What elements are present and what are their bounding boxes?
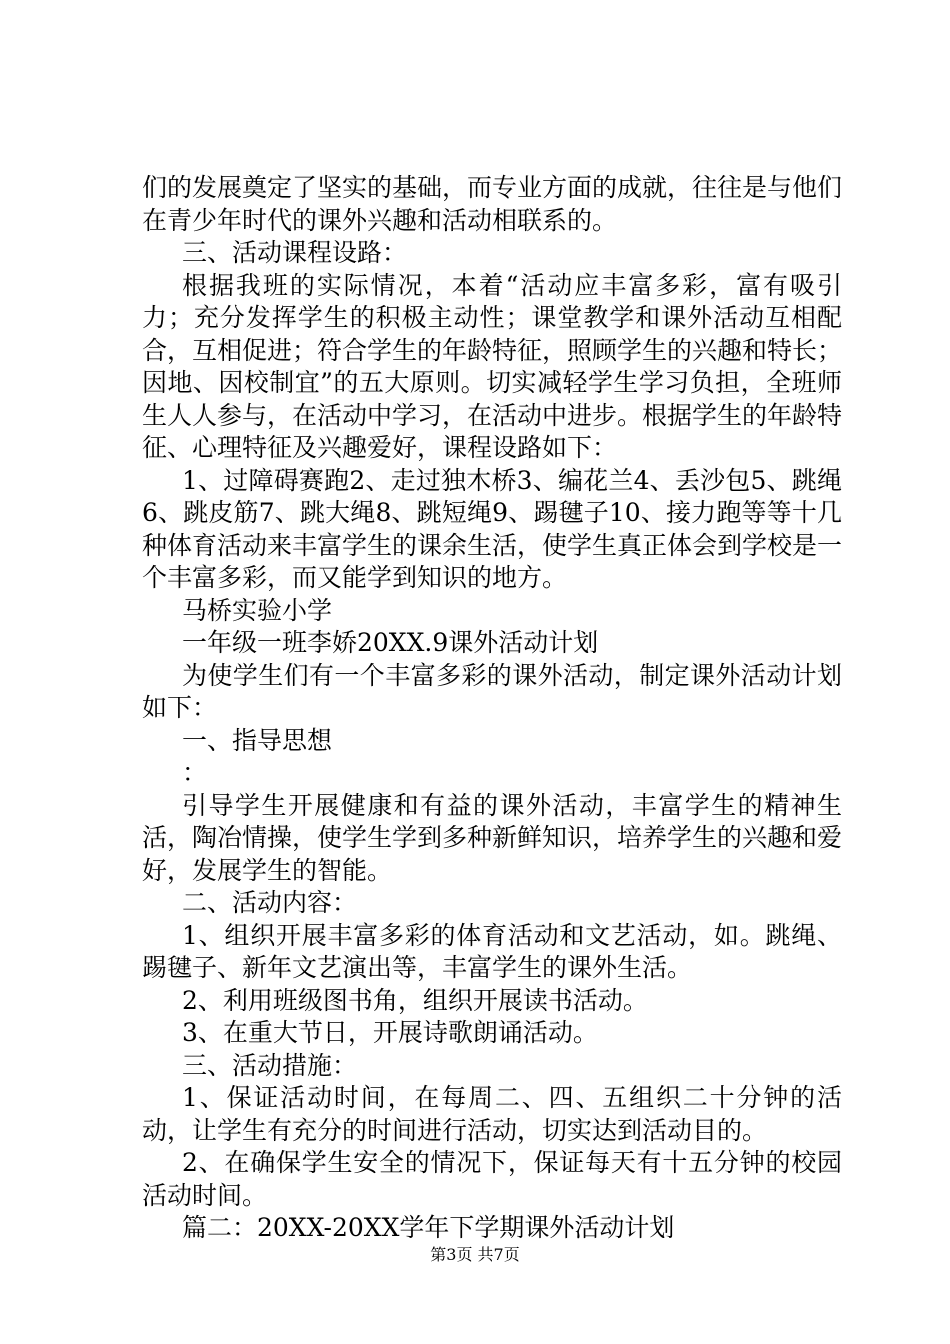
list-item: 1、组织开展丰富多彩的体育活动和文艺活动，如。跳绳、踢毽子、新年文艺演出等，丰富学生的课外生活。 [142,920,842,982]
section-heading: 三、活动措施： [182,1050,358,1080]
page-footer: 第3页 共7页 [430,1245,520,1264]
section-heading: 二、活动内容： [182,888,358,917]
list-item: 2、在确保学生安全的情况下，保证每天有十五分钟的校园活动时间。 [142,1148,842,1210]
school-name: 马桥实验小学 [182,595,333,625]
paragraph: 为使学生们有一个丰富多彩的课外活动，制定课外活动计划如下： [142,660,842,722]
paragraph: ： [182,758,208,787]
section-heading: 三、活动课程设路： [182,238,408,267]
list-item: 3、在重大节日，开展诗歌朗诵活动。 [182,1018,598,1047]
chapter-heading: 篇二：20XX-20XX学年下学期课外活动计划 [182,1213,675,1242]
section-heading: 一、指导思想 [182,725,333,755]
paragraph: 根据我班的实际情况，本着“活动应丰富多彩，富有吸引力；充分发挥学生的积极主动性；课堂教学和课外活动互相配合，互相促进；符合学生的年龄特征，照顾学生的兴趣和特长；因地、因校制宜”的五大原则。切实减轻学生学习负担，全班师生人人参与，在活动中学习，在活动中进步。根据学生的年龄特征、心理特征及兴趣爱好，课程设路如下： [142,270,843,462]
list-item: 2、利用班级图书角，组织开展读书活动。 [182,985,648,1015]
plan-title: 一年级一班李娇20XX.9课外活动计划 [182,628,599,657]
list-item: 1、保证活动时间，在每周二、四、五组织二十分钟的活动，让学生有充分的时间进行活动，切实达到活动目的。 [142,1083,842,1145]
paragraph: 们的发展奠定了坚实的基础，而专业方面的成就，往往是与他们在青少年时代的课外兴趣和活动相联系的。 [142,173,843,235]
paragraph: 1、过障碍赛跑2、走过独木桥3、编花兰4、丢沙包5、跳绳6、跳皮筋7、跳大绳8、跳短绳9、踢毽子10、接力跑等等十几种体育活动来丰富学生的课余生活，使学生真正体会到学校是一个丰富多彩，而又能学到知识的地方。 [142,465,843,592]
document-body [142,172,842,1245]
paragraph: 引导学生开展健康和有益的课外活动，丰富学生的精神生活，陶冶情操，使学生学到多种新鲜知识，培养学生的兴趣和爱好，发展学生的智能。 [142,790,843,885]
